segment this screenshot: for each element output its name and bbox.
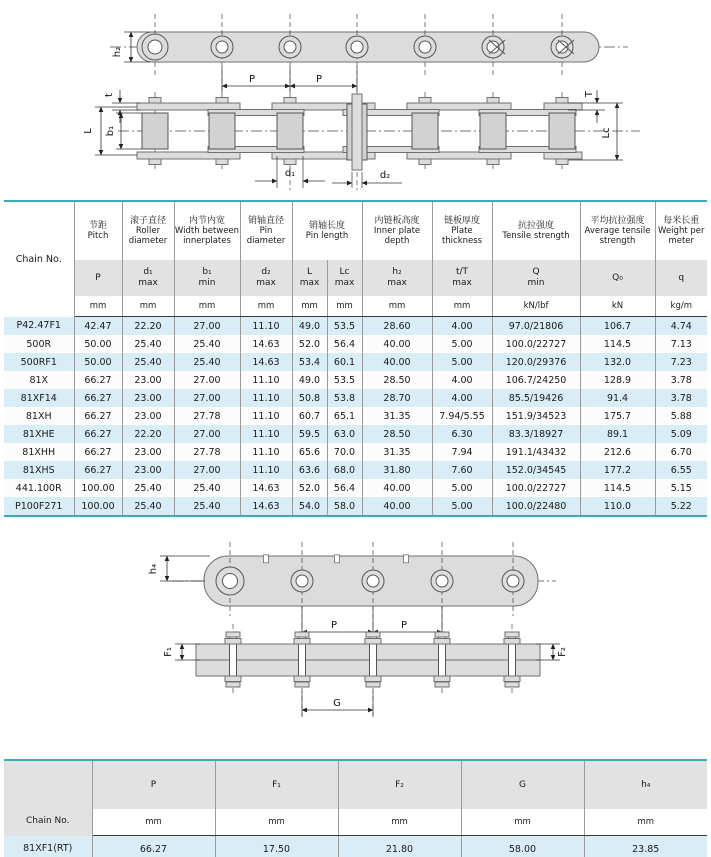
value-cell: 177.2 — [580, 461, 655, 479]
column-header-en: Pitch — [87, 230, 109, 241]
symbol: P — [95, 272, 101, 283]
value-cell: 59.5 — [292, 425, 327, 443]
value-cell: 23.00 — [122, 407, 174, 425]
column-header-cn: 销轴直径 — [247, 216, 284, 226]
value-cell: 66.27 — [74, 371, 122, 389]
value-cell: 65.6 — [292, 443, 327, 461]
value-cell: 31.80 — [362, 461, 432, 479]
value-cell: 11.10 — [240, 425, 292, 443]
value-cell: 14.63 — [240, 353, 292, 371]
dim-label-L: L — [83, 128, 94, 134]
value-cell: 50.00 — [74, 353, 122, 371]
value-cell: 11.10 — [240, 389, 292, 407]
value-cell: 63.0 — [327, 425, 362, 443]
symbol-header — [292, 260, 327, 296]
chain-no-cell: 441.100R — [4, 479, 74, 497]
value-cell: 6.55 — [655, 461, 707, 479]
unit-label: mm — [92, 809, 215, 836]
symbol-qualifier: max — [299, 278, 320, 288]
symbol-header — [327, 260, 362, 296]
dim-t — [104, 90, 140, 123]
value-cell: 70.0 — [327, 443, 362, 461]
value-cell: 5.88 — [655, 407, 707, 425]
symbol-qualifier: min — [198, 278, 216, 288]
symbol-header — [655, 260, 707, 296]
column-header-en: Weight per meter — [658, 226, 705, 246]
value-cell: 53.4 — [292, 353, 327, 371]
value-cell: 53.5 — [327, 371, 362, 389]
spec-table-body — [4, 317, 707, 517]
symbol-header — [362, 260, 432, 296]
value-cell: 21.80 — [338, 836, 461, 857]
symbol-header: h₄ — [584, 760, 707, 809]
column-header — [174, 201, 240, 260]
chain-no-cell: 500R — [4, 335, 74, 353]
symbol: L — [306, 267, 312, 277]
chain-no-cell: 81XHS — [4, 461, 74, 479]
chain-no-cell: 81XHH — [4, 443, 74, 461]
symbol: Lc — [339, 267, 350, 277]
value-cell: 85.5/19426 — [492, 389, 580, 407]
flat-chain-table-body — [4, 836, 707, 857]
value-cell: 68.0 — [327, 461, 362, 479]
header-row-units — [4, 296, 707, 317]
value-cell: 25.40 — [174, 335, 240, 353]
column-header-en: Inner plate depth — [373, 226, 421, 246]
value-cell: 175.7 — [580, 407, 655, 425]
column-header — [432, 201, 492, 260]
value-cell: 3.78 — [655, 371, 707, 389]
dim-h4 — [148, 556, 210, 581]
column-header — [240, 201, 292, 260]
value-cell: 54.0 — [292, 497, 327, 516]
value-cell: 4.00 — [432, 317, 492, 336]
value-cell: 58.00 — [461, 836, 584, 857]
symbol-qualifier: max — [452, 278, 472, 288]
dim-label-F2: F₂ — [557, 647, 568, 657]
symbol-header: F₂ — [338, 760, 461, 809]
unit-label: mm — [338, 809, 461, 836]
value-cell: 83.3/18927 — [492, 425, 580, 443]
value-cell: 17.50 — [215, 836, 338, 857]
value-cell: 128.9 — [580, 371, 655, 389]
table-row — [4, 443, 707, 461]
header-row-symbols — [4, 760, 707, 809]
value-cell: 100.0/22727 — [492, 479, 580, 497]
symbol-qualifier: max — [387, 278, 407, 288]
value-cell: 27.78 — [174, 443, 240, 461]
spec-table-header — [4, 201, 707, 317]
value-cell: 7.94 — [432, 443, 492, 461]
value-cell: 100.0/22727 — [492, 335, 580, 353]
value-cell: 5.00 — [432, 335, 492, 353]
column-header-en: Pin diameter — [246, 226, 286, 246]
column-header-cn: 滚子直径 — [129, 216, 166, 226]
dim-label-F1: F₁ — [163, 647, 174, 657]
value-cell: 91.4 — [580, 389, 655, 407]
value-cell: 3.78 — [655, 389, 707, 407]
symbol: d₁ — [143, 267, 153, 277]
value-cell: 6.70 — [655, 443, 707, 461]
value-cell: 56.4 — [327, 335, 362, 353]
dim-label-Lc: Lc — [601, 127, 612, 139]
column-header-en: Roller diameter — [128, 226, 168, 246]
column-header-cn: 链板厚度 — [444, 216, 481, 226]
value-cell: 27.78 — [174, 407, 240, 425]
unit-label: mm — [292, 296, 327, 317]
symbol-header — [74, 260, 122, 296]
table-row — [4, 389, 707, 407]
symbol-header — [432, 260, 492, 296]
unit-label: mm — [74, 296, 122, 317]
value-cell: 110.0 — [580, 497, 655, 516]
column-header-en: Average tensile strength — [584, 226, 651, 246]
value-cell: 14.63 — [240, 335, 292, 353]
dim-label-t: t — [104, 93, 115, 97]
chain-no-header: Chain No. — [4, 201, 74, 317]
value-cell: 11.10 — [240, 317, 292, 336]
column-header-en: Width between innerplates — [174, 226, 240, 246]
value-cell: 11.10 — [240, 443, 292, 461]
column-header — [492, 201, 580, 260]
value-cell: 66.27 — [74, 461, 122, 479]
unit-label: mm — [432, 296, 492, 317]
dim-label-p: P — [315, 74, 323, 85]
column-header-cn: 平均抗拉强度 — [590, 216, 645, 226]
value-cell: 27.00 — [174, 425, 240, 443]
value-cell: 89.1 — [580, 425, 655, 443]
symbol-header: P — [92, 760, 215, 809]
dim-label-d1: d₁ — [284, 168, 296, 179]
dim-label-h4: h₄ — [148, 563, 159, 575]
value-cell: 40.00 — [362, 479, 432, 497]
symbol-header: G — [461, 760, 584, 809]
column-header-en: Pin length — [305, 230, 349, 241]
dim-label-p: P — [248, 74, 256, 85]
value-cell: 27.00 — [174, 317, 240, 336]
value-cell: 4.00 — [432, 389, 492, 407]
value-cell: 49.0 — [292, 317, 327, 336]
value-cell: 28.60 — [362, 317, 432, 336]
column-header-cn: 节距 — [88, 220, 107, 231]
value-cell: 120.0/29376 — [492, 353, 580, 371]
flat-top-chain-diagram — [0, 536, 711, 751]
table-row — [4, 407, 707, 425]
symbol: t/T — [455, 267, 469, 277]
value-cell: 40.00 — [362, 335, 432, 353]
value-cell: 191.1/43432 — [492, 443, 580, 461]
column-header — [580, 201, 655, 260]
table-row — [4, 836, 707, 857]
unit-label: mm — [327, 296, 362, 317]
value-cell: 4.00 — [432, 371, 492, 389]
header-row-units — [4, 809, 707, 836]
table-row — [4, 317, 707, 336]
column-header-cn: 内节内宽 — [188, 216, 225, 226]
value-cell: 25.40 — [122, 497, 174, 516]
unit-label: kg/m — [655, 296, 707, 317]
unit-label: mm — [122, 296, 174, 317]
unit-label: mm — [215, 809, 338, 836]
symbol-header: F₁ — [215, 760, 338, 809]
value-cell: 7.60 — [432, 461, 492, 479]
value-cell: 151.9/34523 — [492, 407, 580, 425]
table-row — [4, 479, 707, 497]
spec-table — [4, 200, 707, 517]
value-cell: 40.00 — [362, 353, 432, 371]
symbol-header — [122, 260, 174, 296]
value-cell: 106.7 — [580, 317, 655, 336]
value-cell: 5.00 — [432, 497, 492, 516]
value-cell: 56.4 — [327, 479, 362, 497]
column-header-cn: 内链板高度 — [374, 216, 420, 226]
value-cell: 23.00 — [122, 371, 174, 389]
value-cell: 50.00 — [74, 335, 122, 353]
column-header — [292, 201, 362, 260]
dim-d2 — [332, 170, 402, 188]
dim-F2 — [536, 644, 568, 660]
dim-F1 — [163, 644, 200, 660]
dim-label-p: P — [400, 620, 408, 631]
value-cell: 22.20 — [122, 317, 174, 336]
chain-no-cell: 81XF14 — [4, 389, 74, 407]
chain-no-cell: 81XHE — [4, 425, 74, 443]
value-cell: 11.10 — [240, 371, 292, 389]
value-cell: 4.74 — [655, 317, 707, 336]
column-header-cn: 每米长重 — [663, 216, 700, 226]
dim-label-b1: b₁ — [105, 125, 116, 137]
value-cell: 66.27 — [74, 425, 122, 443]
value-cell: 5.15 — [655, 479, 707, 497]
symbol: Q₀ — [612, 272, 623, 283]
symbol-header — [492, 260, 580, 296]
chain-no-cell: P42.47F1 — [4, 317, 74, 336]
value-cell: 132.0 — [580, 353, 655, 371]
unit-label: kN/lbf — [492, 296, 580, 317]
symbol-qualifier: max — [256, 278, 276, 288]
column-header — [362, 201, 432, 260]
table-row — [4, 461, 707, 479]
value-cell: 25.40 — [122, 479, 174, 497]
chain-no-cell: 500RF1 — [4, 353, 74, 371]
symbol: q — [678, 272, 685, 283]
value-cell: 23.00 — [122, 389, 174, 407]
value-cell: 25.40 — [174, 479, 240, 497]
chain-no-header: Chain No. — [4, 760, 92, 836]
symbol-qualifier: max — [334, 278, 355, 288]
value-cell: 52.0 — [292, 335, 327, 353]
value-cell: 100.0/22480 — [492, 497, 580, 516]
symbol: h₂ — [392, 267, 402, 277]
value-cell: 14.63 — [240, 479, 292, 497]
chain-no-cell: P100F271 — [4, 497, 74, 516]
chain-no-cell: 81XH — [4, 407, 74, 425]
symbol-qualifier: min — [527, 278, 545, 288]
value-cell: 7.94/5.55 — [432, 407, 492, 425]
column-header — [655, 201, 707, 260]
symbol-header — [240, 260, 292, 296]
table-row — [4, 335, 707, 353]
value-cell: 65.1 — [327, 407, 362, 425]
value-cell: 212.6 — [580, 443, 655, 461]
flat-chain-plan-view — [163, 624, 568, 718]
flat-chain-top-view — [148, 542, 556, 638]
symbol: Q — [532, 267, 540, 277]
value-cell: 27.00 — [174, 389, 240, 407]
table-row — [4, 425, 707, 443]
value-cell: 52.0 — [292, 479, 327, 497]
value-cell: 49.0 — [292, 371, 327, 389]
value-cell: 60.7 — [292, 407, 327, 425]
value-cell: 25.40 — [174, 353, 240, 371]
value-cell: 25.40 — [122, 353, 174, 371]
symbol-header — [580, 260, 655, 296]
header-row-names — [4, 201, 707, 260]
value-cell: 97.0/21806 — [492, 317, 580, 336]
dim-label-h2: h₂ — [112, 46, 123, 58]
chain-top-view — [110, 14, 628, 92]
value-cell: 5.22 — [655, 497, 707, 516]
value-cell: 25.40 — [122, 335, 174, 353]
value-cell: 23.00 — [122, 461, 174, 479]
value-cell: 53.5 — [327, 317, 362, 336]
flat-chain-table — [4, 759, 707, 857]
value-cell: 66.27 — [74, 443, 122, 461]
value-cell: 100.00 — [74, 497, 122, 516]
value-cell: 6.30 — [432, 425, 492, 443]
unit-label: kN — [580, 296, 655, 317]
value-cell: 114.5 — [580, 335, 655, 353]
value-cell: 66.27 — [92, 836, 215, 857]
value-cell: 11.10 — [240, 461, 292, 479]
value-cell: 63.6 — [292, 461, 327, 479]
chain-no-cell: 81X — [4, 371, 74, 389]
symbol: b₁ — [202, 267, 212, 277]
value-cell: 100.00 — [74, 479, 122, 497]
value-cell: 53.8 — [327, 389, 362, 407]
chain-side-view — [83, 90, 640, 190]
value-cell: 11.10 — [240, 407, 292, 425]
unit-label: mm — [362, 296, 432, 317]
dim-label-T: T — [584, 90, 595, 98]
table-row — [4, 371, 707, 389]
table-row — [4, 497, 707, 516]
value-cell: 66.27 — [74, 407, 122, 425]
dim-label-d2: d₂ — [379, 170, 391, 181]
unit-label: mm — [174, 296, 240, 317]
header-row-symbols — [4, 260, 707, 296]
symbol-qualifier: max — [138, 278, 158, 288]
value-cell: 5.09 — [655, 425, 707, 443]
value-cell: 27.00 — [174, 371, 240, 389]
value-cell: 28.70 — [362, 389, 432, 407]
value-cell: 58.0 — [327, 497, 362, 516]
value-cell: 152.0/34545 — [492, 461, 580, 479]
column-header-en: Plate thickness — [441, 226, 483, 246]
value-cell: 23.00 — [122, 443, 174, 461]
value-cell: 66.27 — [74, 389, 122, 407]
column-header-cn: 销轴长度 — [309, 220, 346, 231]
symbol: d₂ — [261, 267, 271, 277]
unit-label: mm — [461, 809, 584, 836]
value-cell: 31.35 — [362, 443, 432, 461]
unit-label: mm — [240, 296, 292, 317]
value-cell: 28.50 — [362, 425, 432, 443]
dim-label-p: P — [330, 620, 338, 631]
value-cell: 42.47 — [74, 317, 122, 336]
value-cell: 60.1 — [327, 353, 362, 371]
column-header — [122, 201, 174, 260]
value-cell: 7.13 — [655, 335, 707, 353]
table-row — [4, 353, 707, 371]
value-cell: 5.00 — [432, 353, 492, 371]
value-cell: 28.50 — [362, 371, 432, 389]
value-cell: 23.85 — [584, 836, 707, 857]
unit-label: mm — [584, 809, 707, 836]
value-cell: 27.00 — [174, 461, 240, 479]
value-cell: 114.5 — [580, 479, 655, 497]
value-cell: 25.40 — [174, 497, 240, 516]
column-header — [74, 201, 122, 260]
value-cell: 40.00 — [362, 497, 432, 516]
column-header-en: Tensile strength — [502, 230, 570, 241]
value-cell: 14.63 — [240, 497, 292, 516]
flat-chain-table-header — [4, 760, 707, 836]
dim-G — [302, 691, 373, 716]
value-cell: 22.20 — [122, 425, 174, 443]
chain-no-cell: 81XF1(RT) — [4, 836, 92, 857]
dim-p — [222, 66, 357, 92]
value-cell: 50.8 — [292, 389, 327, 407]
symbol-header — [174, 260, 240, 296]
dim-label-G: G — [333, 698, 341, 709]
column-header-cn: 抗拉强度 — [518, 220, 555, 231]
value-cell: 7.23 — [655, 353, 707, 371]
value-cell: 106.7/24250 — [492, 371, 580, 389]
value-cell: 5.00 — [432, 479, 492, 497]
value-cell: 31.35 — [362, 407, 432, 425]
roller-chain-diagram — [0, 0, 711, 200]
